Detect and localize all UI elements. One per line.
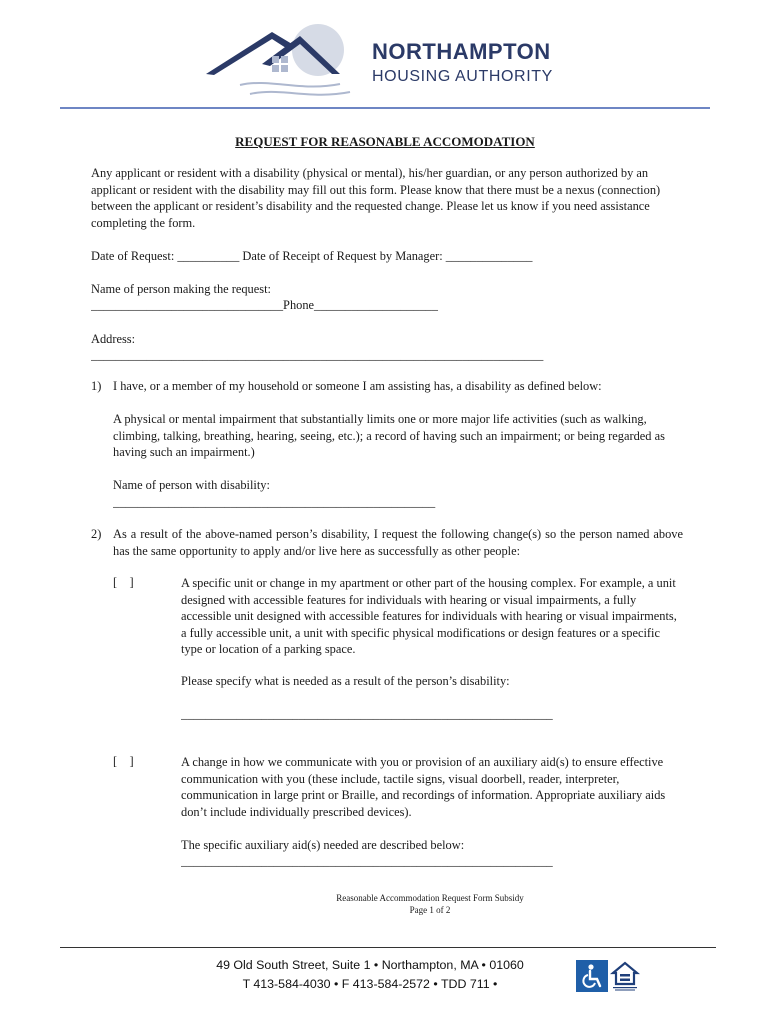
option-b-prompt: The specific auxiliary aid(s) needed are described below: xyxy=(181,838,465,852)
house-roof-logo-icon xyxy=(200,22,370,102)
form-title: REQUEST FOR REASONABLE ACCOMODATION xyxy=(235,134,535,149)
option-b-text: A change in how we communicate with you or provision of an auxiliary aid(s) to ensure effective communication with you (these include, tactile signs, visual doorbell, reader, interpreter, communication in large print or Braille, and recordings of information. Appropriate auxiliary aids don’t include individually prescribed devices). xyxy=(181,755,666,819)
disabled-person-field[interactable]: ____________________________________________________ xyxy=(113,495,436,509)
disability-definition: A physical or mental impairment that substantially limits one or more major life activities (such as walking, climbing, talking, breathing, hearing, seeing, etc.); a record of having such an impairment; or being regarded as having such an impairment.) xyxy=(113,412,665,460)
option-a-text: A specific unit or change in my apartment or other part of the housing complex. For example, a unit designed with accessible features for individuals with hearing or visual impairments, a fully accessible unit designed with accessible features for individuals with hearing or visual impairments, a fully accessible unit, a unit with specific physical modifications or design features or a specific type or location of a parking space. xyxy=(181,576,677,657)
option-b-field[interactable]: ____________________________________________________________ xyxy=(181,854,553,868)
requester-name-label: Name of person making the request: xyxy=(91,282,271,296)
footer-divider xyxy=(60,947,716,948)
header-divider xyxy=(60,107,710,109)
option-a-prompt: Please specify what is needed as a result of the person’s disability: xyxy=(181,674,510,688)
option-a-field[interactable]: ____________________________________________________________ xyxy=(181,707,553,721)
requester-name-phone-field[interactable]: _______________________________Phone____________________ xyxy=(91,298,438,312)
item1-text: I have, or a member of my household or someone I am assisting has, a disability as defined below: xyxy=(113,379,602,393)
option-a-checkbox[interactable]: [ ] xyxy=(113,575,134,589)
footer-address: 49 Old South Street, Suite 1 • Northampton, MA • 01060 xyxy=(216,958,524,972)
option-b-checkbox[interactable]: [ ] xyxy=(113,754,134,768)
item1-number: 1) xyxy=(91,379,102,393)
intro-paragraph: Any applicant or resident with a disability (physical or mental), his/her guardian, or any person authorized by an applicant or resident with the disability may fill out this form. Please know that there must be a nexus (connection) between the applicant or resident’s disability and the requested change. Please let us know if you need assistance completing the form. xyxy=(91,166,661,230)
item2-number: 2) xyxy=(91,527,102,541)
disabled-person-label: Name of person with disability: xyxy=(113,478,270,492)
housing-authority-logo xyxy=(200,22,570,102)
form-name: Reasonable Accommodation Request Form Subsidy xyxy=(336,893,524,903)
wheelchair-accessibility-icon xyxy=(576,960,608,992)
equal-housing-opportunity-icon xyxy=(610,960,640,992)
org-name-line2: HOUSING AUTHORITY xyxy=(372,68,553,85)
address-label: Address: xyxy=(91,332,136,346)
footer-phones: T 413-584-4030 • F 413-584-2572 • TDD 711 • xyxy=(242,977,498,991)
item2-text: As a result of the above-named person’s disability, I request the following change(s) so the person named above has the same opportunity to apply and/or live here as successfully as other people: xyxy=(113,527,683,558)
date-fields: Date of Request: __________ Date of Receipt of Request by Manager: ______________ xyxy=(91,249,533,263)
org-name-line1: NORTHAMPTON xyxy=(372,39,551,64)
page-number: Page 1 of 2 xyxy=(409,905,451,915)
address-field[interactable]: _________________________________________________________________________ xyxy=(91,348,544,362)
